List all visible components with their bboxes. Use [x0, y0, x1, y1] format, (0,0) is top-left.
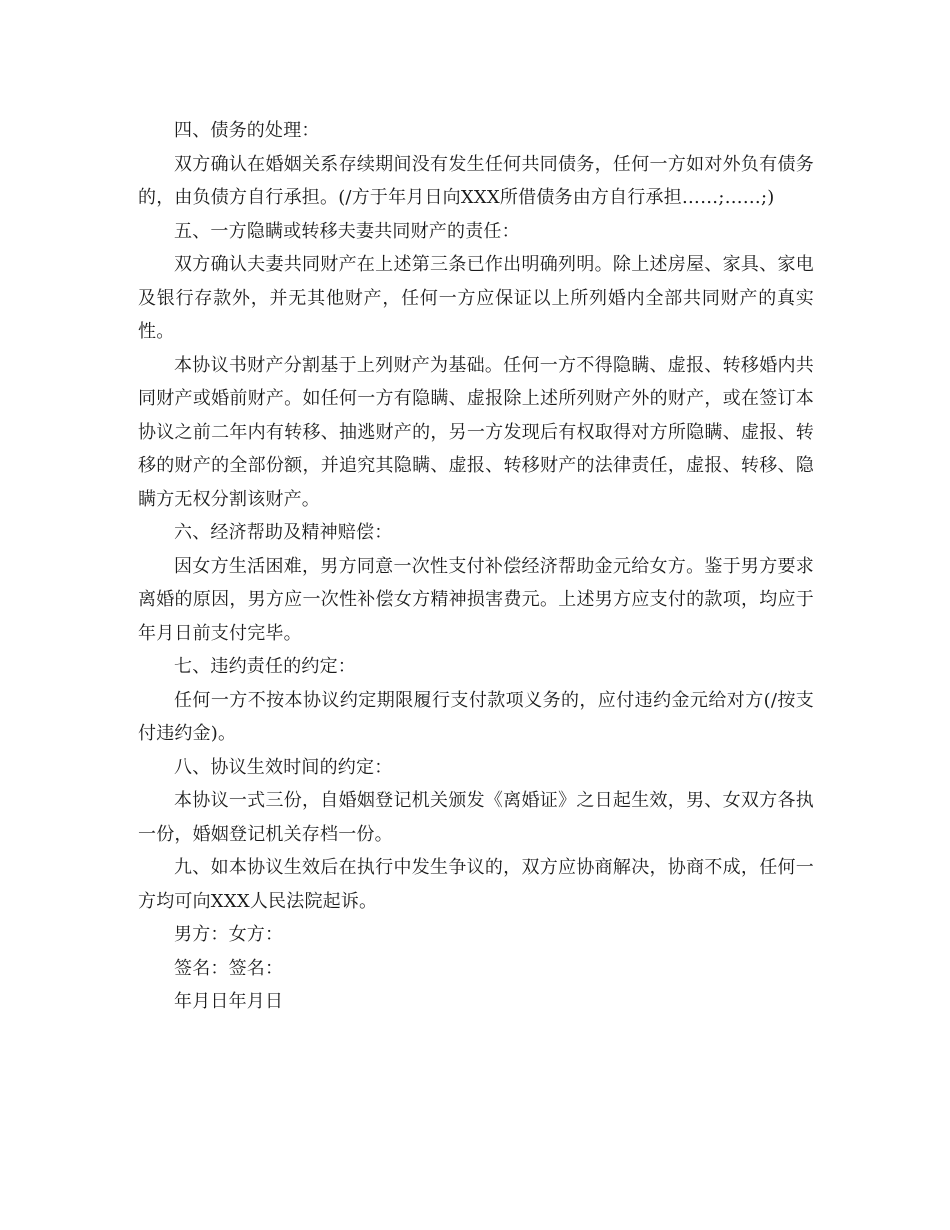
paragraph-debts: 双方确认在婚姻关系存续期间没有发生任何共同债务，任何一方如对外负有债务的，由负债方自行承担。(/方于年月日向XXX所借债务由方自行承担……;……;) — [138, 153, 814, 208]
paragraph-property-division: 本协议书财产分割基于上列财产为基础。任何一方不得隐瞒、虚报、转移婚内共同财产或婚前财产。如任何一方有隐瞒、虚报除上述所列财产外的财产，或在签订本协议之前二年内有转移、抽逃财产的，另一方发现后有权取得对方所隐瞒、虚报、转移的财产的全部份额，并追究其隐瞒、虚报、转移财产的法律责任，虚报、转移、隐瞒方无权分割该财产。 — [138, 354, 814, 510]
signature-dates-line: 年月日年月日 — [174, 991, 284, 1012]
paragraph-effective-date: 本协议一式三份，自婚姻登记机关颁发《离婚证》之日起生效，男、女双方各执一份，婚姻登记机关存档一份。 — [138, 790, 814, 845]
paragraph-compensation: 因女方生活困难，男方同意一次性支付补偿经济帮助金元给女方。鉴于男方要求离婚的原因，男方应一次性补偿女方精神损害费元。上述男方应支付的款项，均应于年月日前支付完毕。 — [138, 555, 814, 644]
signature-names-line: 签名：签名： — [174, 957, 284, 979]
signature-parties-line: 男方：女方： — [174, 924, 284, 945]
section-heading-compensation: 六、经济帮助及精神赔偿： — [174, 522, 393, 543]
section-heading-effective-date: 八、协议生效时间的约定： — [174, 756, 393, 778]
section-heading-concealment: 五、一方隐瞒或转移夫妻共同财产的责任： — [174, 220, 520, 242]
paragraph-property-confirmation: 双方确认夫妻共同财产在上述第三条已作出明确列明。除上述房屋、家具、家电及银行存款外，并无其他财产，任何一方应保证以上所列婚内全部共同财产的真实性。 — [138, 254, 814, 342]
document-body — [138, 114, 814, 1019]
section-heading-debts: 四、债务的处理： — [174, 120, 320, 141]
paragraph-dispute-resolution: 九、如本协议生效后在执行中发生争议的，双方应协商解决，协商不成，任何一方均可向XXX人民法院起诉。 — [138, 857, 814, 912]
section-heading-breach: 七、违约责任的约定： — [174, 656, 356, 677]
paragraph-breach: 任何一方不按本协议约定期限履行支付款项义务的，应付违约金元给对方(/按支付违约金)。 — [138, 689, 814, 744]
